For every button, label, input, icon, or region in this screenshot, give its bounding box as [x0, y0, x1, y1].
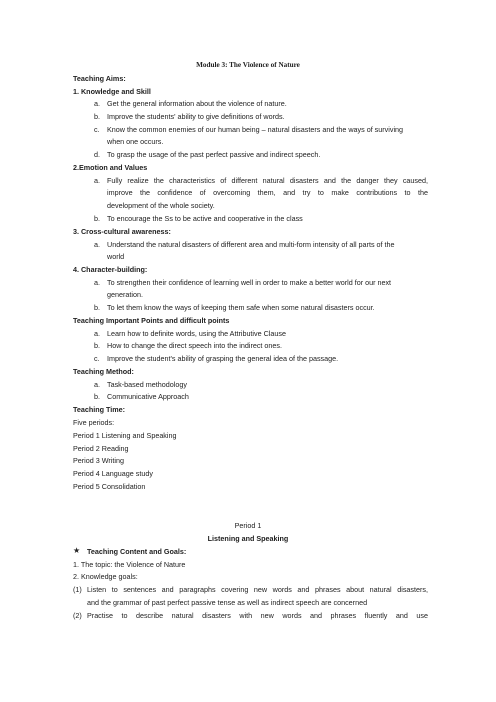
star-icon: ★: [73, 546, 81, 555]
goal-marker: (2): [73, 611, 82, 620]
important-points-heading: Teaching Important Points and difficult points: [73, 316, 230, 325]
list-item-continuation: world: [107, 252, 125, 261]
emotion-heading: 2.Emotion and Values: [73, 163, 148, 172]
list-item: To strengthen their confidence of learning well in order to make a better world for our next: [107, 278, 392, 287]
list-item: To let them know the ways of keeping them safe when some natural disasters occur.: [107, 303, 375, 312]
goal-item: Listen to sentences and paragraphs covering new words and phrases about natural disasters,: [87, 585, 428, 594]
list-item: Get the general information about the violence of nature.: [107, 99, 287, 108]
time-line: Period 5 Consolidation: [73, 482, 146, 491]
period-title: Period 1: [234, 521, 262, 530]
goal-item: Practise to describe natural disasters with new words and phrases fluently and use: [87, 611, 428, 620]
list-item-continuation: development of the whole society.: [107, 201, 215, 210]
list-marker: a.: [94, 176, 100, 185]
list-marker: a.: [94, 329, 100, 338]
list-item-continuation: when one occurs.: [107, 137, 164, 146]
list-marker: a.: [94, 240, 100, 249]
list-item-continuation: improve the confidence of overcoming them, and try to make contributions to the: [107, 188, 428, 197]
list-item: Learn how to definite words, using the Attributive Clause: [107, 329, 286, 338]
list-marker: c.: [94, 354, 100, 363]
content-goals-heading: Teaching Content and Goals:: [87, 547, 187, 556]
list-marker: b.: [94, 112, 100, 121]
list-item: Fully realize the characteristics of different natural disasters and the danger they caused,: [107, 176, 428, 185]
list-marker: a.: [94, 99, 100, 108]
list-marker: b.: [94, 214, 100, 223]
period-line: 1. The topic: the Violence of Nature: [73, 560, 186, 569]
document-title: Module 3: The Violence of Nature: [196, 61, 300, 69]
cultural-heading: 3. Cross-cultural awareness:: [73, 227, 171, 236]
list-item: Know the common enemies of our human being – natural disasters and the ways of surviving: [107, 125, 404, 134]
list-item-continuation: generation.: [107, 290, 143, 299]
list-item: To grasp the usage of the past perfect passive and indirect speech.: [107, 150, 321, 159]
method-heading: Teaching Method:: [73, 367, 134, 376]
list-item: Improve the students' ability to give definitions of words.: [107, 112, 285, 121]
list-marker: a.: [94, 278, 100, 287]
knowledge-heading: 1. Knowledge and Skill: [73, 87, 151, 96]
time-line: Period 4 Language study: [73, 469, 153, 478]
list-item: How to change the direct speech into the indirect ones.: [107, 341, 283, 350]
time-line: Period 1 Listening and Speaking: [73, 431, 177, 440]
time-line: Period 3 Writing: [73, 456, 125, 465]
period-subtitle: Listening and Speaking: [207, 534, 289, 543]
time-line: Five periods:: [73, 418, 115, 427]
list-item: Communicative Approach: [107, 392, 189, 401]
list-marker: a.: [94, 380, 100, 389]
teaching-aims-heading: Teaching Aims:: [73, 74, 126, 83]
character-heading: 4. Character-building:: [73, 265, 148, 274]
list-marker: b.: [94, 341, 100, 350]
list-item: Improve the student's ability of grasping the general idea of the passage.: [107, 354, 339, 363]
goal-item-continuation: and the grammar of past perfect passive tense as well as indirect speech are concerned: [87, 598, 368, 607]
list-item: Understand the natural disasters of different area and multi-form intensity of all parts of the: [107, 240, 395, 249]
list-item: Task-based methodology: [107, 380, 187, 389]
period-line: 2. Knowledge goals:: [73, 572, 138, 581]
time-line: Period 2 Reading: [73, 444, 129, 453]
goal-marker: (1): [73, 585, 82, 594]
list-marker: c.: [94, 125, 100, 134]
list-marker: b.: [94, 392, 100, 401]
time-heading: Teaching Time:: [73, 405, 126, 414]
list-item: To encourage the Ss to be active and cooperative in the class: [107, 214, 303, 223]
list-marker: d.: [94, 150, 100, 159]
list-marker: b.: [94, 303, 100, 312]
